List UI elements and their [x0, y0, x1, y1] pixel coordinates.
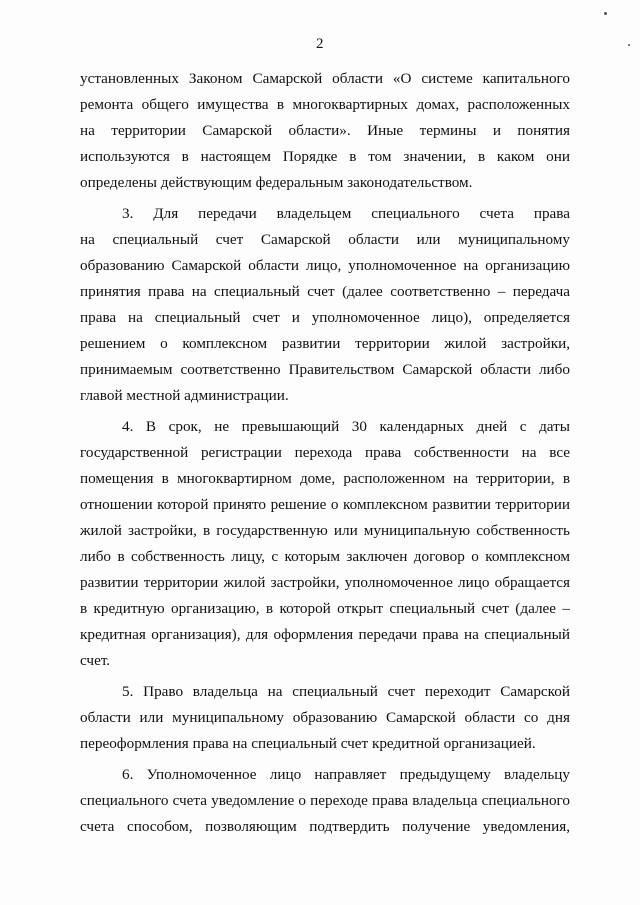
paragraph — [80, 201, 570, 409]
text-line: в кредитную организацию, в которой открыт специальный счет (далее – — [80, 600, 570, 617]
text-line: права на специальный счет и уполномоченное лицо), определяется — [80, 309, 570, 326]
text-line: 5. Право владельца на специальный счет переходит Самарской — [122, 683, 570, 700]
text-line: счет. — [80, 652, 111, 669]
text-line: помещения в многоквартирном доме, расположенном на территории, в — [80, 470, 570, 487]
text-line: области или муниципальному образованию Самарской области со дня — [80, 709, 570, 726]
page-number: 2 — [316, 36, 324, 52]
text-line: счета способом, позволяющим подтвердить получение уведомления, — [80, 818, 570, 835]
text-line: на территории Самарской области». Иные термины и понятия — [80, 122, 570, 139]
scan-speck — [628, 44, 630, 46]
text-line: ремонта общего имущества в многоквартирных домах, расположенных — [80, 96, 570, 113]
document-body — [80, 66, 570, 845]
text-line: переоформления права на специальный счет кредитной организацией. — [80, 735, 536, 752]
text-line: принятия права на специальный счет (далее соответственно – передача — [80, 283, 570, 300]
text-line: используются в настоящем Порядке в том значении, в каком они — [80, 148, 570, 165]
text-line: главой местной администрации. — [80, 387, 289, 404]
text-line: развитии территории жилой застройки, уполномоченное лицо обращается — [80, 574, 570, 591]
text-line: на специальный счет Самарской области или муниципальному — [80, 231, 570, 248]
text-line: специального счета уведомление о переходе права владельца специального — [80, 792, 570, 809]
text-line: образованию Самарской области лицо, уполномоченное на организацию — [80, 257, 570, 274]
text-line: отношении которой принято решение о комплексном развитии территории — [80, 496, 570, 513]
text-line: государственной регистрации перехода права собственности на все — [80, 444, 570, 461]
text-line: либо в собственность лицу, с которым заключен договор о комплексном — [80, 548, 570, 565]
paragraph — [80, 414, 570, 674]
text-line: 4. В срок, не превышающий 30 календарных дней с даты — [122, 418, 570, 435]
paragraph — [80, 762, 570, 840]
text-line: 6. Уполномоченное лицо направляет предыдущему владельцу — [122, 766, 570, 783]
scan-speck — [604, 12, 607, 15]
text-line: установленных Законом Самарской области «О системе капитального — [80, 70, 570, 87]
paragraph — [80, 679, 570, 757]
text-line: определены действующим федеральным законодательством. — [80, 174, 473, 191]
text-line: решением о комплексном развитии территории жилой застройки, — [80, 335, 570, 352]
text-line: принимаемым соответственно Правительством Самарской области либо — [80, 361, 570, 378]
paragraph — [80, 66, 570, 196]
text-line: 3. Для передачи владельцем специального счета права — [122, 205, 570, 222]
text-line: жилой застройки, в государственную или муниципальную собственность — [80, 522, 570, 539]
text-line: кредитная организация), для оформления передачи права на специальный — [80, 626, 570, 643]
